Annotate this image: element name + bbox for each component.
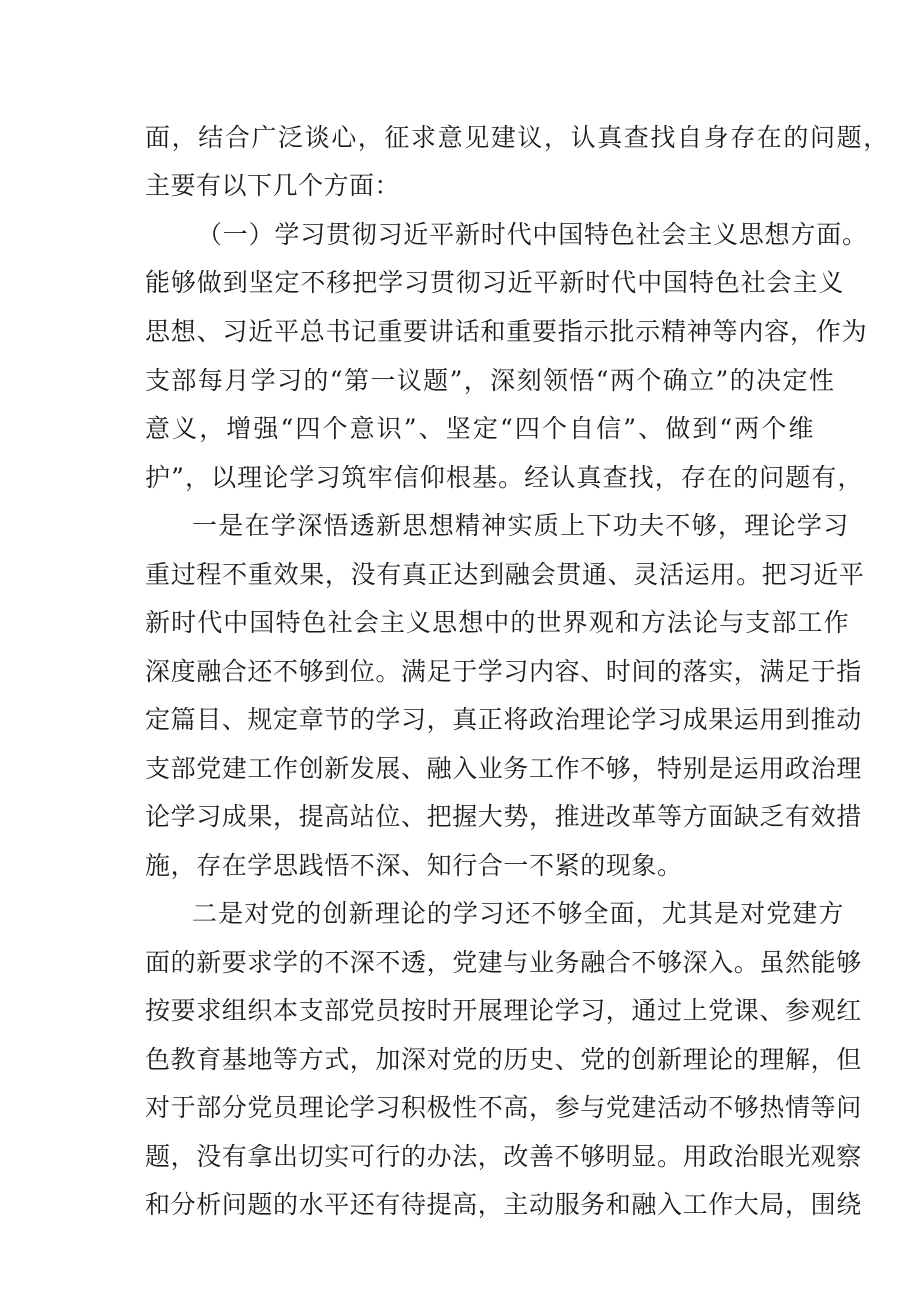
text-line: 思想、习近平总书记重要讲话和重要指示批示精神等内容，作为	[145, 317, 868, 346]
text-line: 一是在学深悟透新思想精神实质上下功夫不够，理论学习	[192, 511, 850, 540]
text-line: 按要求组织本支部党员按时开展理论学习，通过上党课、参观红	[145, 996, 862, 1025]
text-line: 施，存在学思践悟不深、知行合一不紧的现象。	[145, 851, 683, 880]
text-line: 和分析问题的水平还有待提高，主动服务和融入工作大局，围绕	[145, 1190, 862, 1219]
text-line: 二是对党的创新理论的学习还不够全面，尤其是对党建方	[192, 899, 845, 928]
text-line: 护”，以理论学习筑牢信仰根基。经认真查找，存在的问题有，	[145, 463, 864, 492]
text-line: 论学习成果，提高站位、把握大势，推进改革等方面缺乏有效措	[145, 802, 862, 831]
text-line: 对于部分党员理论学习积极性不高，参与党建活动不够热情等问	[145, 1093, 862, 1122]
text-line: 支部党建工作创新发展、融入业务工作不够，特别是运用政治理	[145, 754, 862, 783]
text-line: （一）学习贯彻习近平新时代中国特色社会主义思想方面。	[197, 220, 868, 249]
text-line: 能够做到坚定不移把学习贯彻习近平新时代中国特色社会主义	[145, 268, 845, 297]
text-line: 题，没有拿出切实可行的办法，改善不够明显。用政治眼光观察	[145, 1142, 862, 1171]
text-line: 面，结合广泛谈心，征求意见建议，认真查找自身存在的问题，	[145, 123, 890, 152]
text-line: 主要有以下几个方面：	[145, 171, 401, 200]
text-line: 面的新要求学的不深不透，党建与业务融合不够深入。虽然能够	[145, 948, 862, 977]
text-line: 重过程不重效果，没有真正达到融会贯通、灵活运用。把习近平	[145, 560, 865, 589]
text-line: 新时代中国特色社会主义思想中的世界观和方法论与支部工作	[145, 608, 850, 637]
text-line: 深度融合还不够到位。满足于学习内容、时间的落实，满足于指	[145, 657, 862, 686]
text-line: 色教育基地等方式，加深对党的历史、党的创新理论的理解，但	[145, 1045, 862, 1074]
text-line: 意义，增强“四个意识”、坚定“四个自信”、做到“两个维	[145, 414, 816, 443]
text-line: 支部每月学习的“第一议题”，深刻领悟“两个确立”的决定性	[145, 366, 836, 395]
text-line: 定篇目、规定章节的学习，真正将政治理论学习成果运用到推动	[145, 705, 862, 734]
